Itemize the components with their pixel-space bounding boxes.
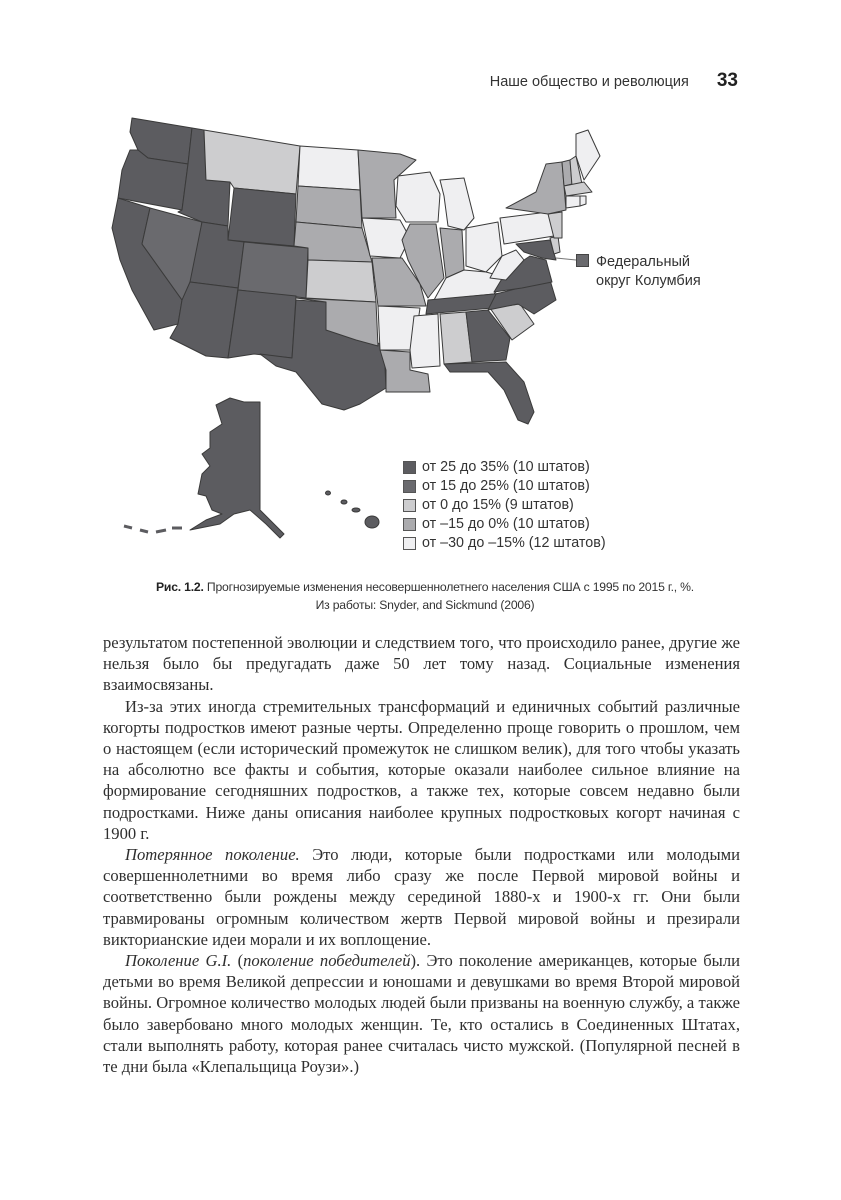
page-number: 33 — [716, 70, 738, 91]
dc-annotation — [576, 253, 701, 291]
paragraph-3 — [103, 844, 740, 950]
term-gi-generation: Поколение G.I. — [125, 951, 232, 971]
running-head — [490, 70, 738, 92]
legend-label: от 0 до 15% (9 штатов) — [422, 497, 574, 513]
legend-item — [403, 496, 606, 515]
legend-swatch — [403, 461, 416, 474]
state-hawaii — [365, 516, 379, 528]
dc-label-line2: округ Колумбия — [596, 273, 701, 289]
dc-label-line1: Федеральный — [596, 254, 690, 270]
hawaii-island-maui — [352, 508, 360, 512]
dc-leader-line — [556, 258, 576, 260]
caption-source: Из работы: Snyder, and Sickmund (2006) — [315, 598, 535, 612]
legend-label: от 25 до 35% (10 штатов) — [422, 459, 590, 475]
state-wisconsin — [396, 172, 440, 222]
paragraph-4-text: ). Это поколение американцев, которые были детьми во время Великой депрессии и юношами и девушками во время Второй мировой войны. Огромное количество молодых людей были призваны на военную службу, а также было завербовано много молодых женщин. Те, кто остались в Соединенных Штатах, стали выполнять работу, которая ранее считалась чисто мужской. (Популярной песней в те дни была «Клепальщица Роузи».) — [103, 951, 740, 1077]
state-florida — [444, 362, 534, 424]
legend-label: от –30 до –15% (12 штатов) — [422, 535, 606, 551]
map-legend — [403, 458, 606, 553]
caption-label: Рис. 1.2. — [156, 580, 204, 594]
state-pennsylvania — [500, 212, 554, 244]
alaska-aleutians — [124, 526, 182, 532]
legend-swatch — [403, 499, 416, 512]
state-alaska — [190, 398, 284, 538]
figure-caption — [100, 578, 750, 614]
state-wyoming — [228, 188, 296, 246]
legend-swatch — [403, 537, 416, 550]
state-rhode-island — [580, 196, 586, 206]
legend-label: от 15 до 25% (10 штатов) — [422, 478, 590, 494]
running-head-title: Наше общество и революция — [489, 74, 689, 90]
paragraph-3-text: Это люди, которые были подростками или молодыми совершеннолетними во время либо сразу же после Первой мировой войны и соответственно были рождены между серединой 1880-х и 1900-х гг. Они были травмированы огромным количеством жертв Первой мировой войны и презирали викторианские идеи морали и их воплощение. — [103, 845, 740, 949]
term-lost-generation: Потерянное поколение. — [125, 845, 300, 865]
state-mississippi — [410, 314, 440, 368]
state-michigan — [440, 178, 474, 230]
legend-swatch — [403, 518, 416, 531]
paragraph-1: результатом постепенной эволюции и следствием того, что происходило ранее, другие же нельзя было бы предугадать даже 50 лет тому назад. Социальные изменения взаимосвязаны. — [103, 633, 740, 695]
figure-us-map — [110, 110, 750, 560]
legend-item — [403, 458, 606, 477]
caption-text: Прогнозируемые изменения несовершеннолетнего населения США с 1995 по 2015 г., %. — [203, 580, 694, 594]
paren-open: ( — [231, 951, 244, 971]
paragraph-2: Из-за этих иногда стремительных трансформаций и единичных событий различные когорты подростков имеют разные черты. Определенно проще говорить о прошлом, чем о настоящем (если исторический промежуток не слишком велик), для того чтобы указать на абсолютно все факты и события, которые оказали наиболее сильное влияние на формирование сегодняшних подростков, а также тех, которые совсем недавно были подростками. Ниже даны описания наиболее крупных подростковых когорт начиная с 1900 г. — [103, 696, 740, 843]
legend-swatch — [403, 480, 416, 493]
state-north-dakota — [298, 146, 360, 190]
state-ohio — [466, 222, 502, 272]
state-colorado — [238, 242, 308, 298]
state-connecticut — [566, 196, 580, 208]
state-kansas — [306, 260, 376, 302]
legend-item — [403, 534, 606, 553]
legend-label: от –15 до 0% (10 штатов) — [422, 516, 590, 532]
term-victors-generation: поколение победителей — [243, 951, 411, 971]
legend-item — [403, 477, 606, 496]
state-indiana — [440, 228, 464, 278]
hawaii-island-oahu — [341, 500, 347, 504]
body-text — [103, 632, 740, 1077]
state-south-dakota — [296, 186, 362, 228]
paragraph-4 — [103, 950, 740, 1077]
state-new-york — [506, 162, 566, 214]
legend-item — [403, 515, 606, 534]
state-new-mexico — [228, 290, 296, 358]
dc-swatch — [576, 254, 589, 267]
hawaii-island-kauai — [326, 491, 331, 495]
